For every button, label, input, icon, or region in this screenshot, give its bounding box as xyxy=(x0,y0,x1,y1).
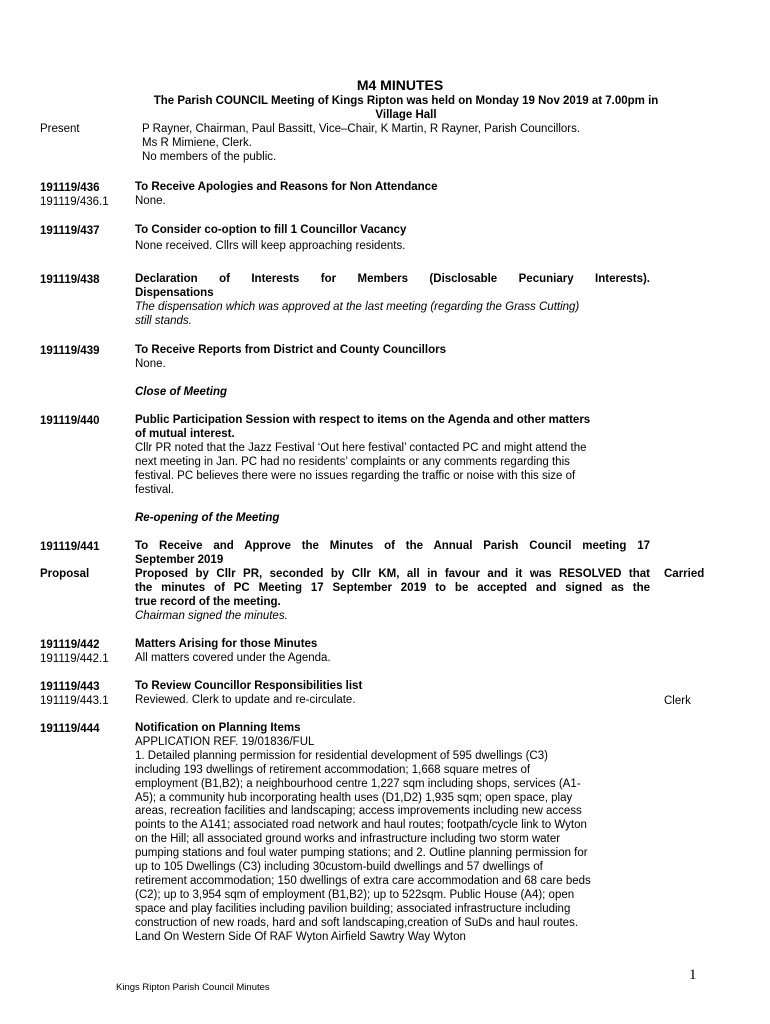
proposal-line-2: the minutes of PC Meeting 17 September 2019 to be accepted and signed as the xyxy=(135,581,650,594)
item-ref-444: 191119/444 xyxy=(40,723,100,735)
item-440 xyxy=(135,414,650,497)
planning-line: (C2); up to 3,954 sqm of employment (B1,B2); up to 522sqm. Public House (A4); open xyxy=(135,888,575,901)
item-body-3: festival. PC believes there were no issues regarding the traffic or noise with this size of xyxy=(135,469,576,482)
page-number: 1 xyxy=(689,967,697,983)
item-heading: Matters Arising for those Minutes xyxy=(135,638,318,650)
item-body-1: Cllr PR noted that the Jazz Festival ‘Out here festival’ contacted PC and might attend the xyxy=(135,441,587,454)
item-heading-cont: September 2019 xyxy=(135,553,224,566)
planning-line: areas, recreation facilities and landscaping; access improvements including new access xyxy=(135,805,582,818)
present-councillors: P Rayner, Chairman, Paul Bassitt, Vice–Chair, K Martin, R Rayner, Parish Councillors. xyxy=(142,123,581,135)
item-heading: To Receive Reports from District and County Councillors xyxy=(135,344,446,356)
item-444 xyxy=(135,722,650,945)
item-heading: To Receive Apologies and Reasons for Non Attendance xyxy=(135,181,438,193)
item-ref-439: 191119/439 xyxy=(40,345,100,357)
planning-line: pumping stations and foul water pumping stations; and 2. Outline planning permission for xyxy=(135,847,588,860)
planning-line: employment (B1,B2); a neighbourhood centre 1,227 sqm including shops, services (A1- xyxy=(135,777,581,790)
item-442 xyxy=(135,638,650,666)
subtitle-line-2: Village Hall xyxy=(375,109,437,121)
action-clerk: Clerk xyxy=(664,695,691,707)
present-list xyxy=(142,122,682,164)
item-heading: To Consider co-option to fill 1 Councillor Vacancy xyxy=(135,224,407,236)
planning-line: up to 105 Dwellings (C3) including 30custom-build dwellings and 57 dwellings of xyxy=(135,861,543,874)
item-ref-442: 191119/442 xyxy=(40,639,100,651)
subtitle-line-1: The Parish COUNCIL Meeting of Kings Ripton was held on Monday 19 Nov 2019 at 7.00pm in xyxy=(153,95,659,107)
item-body-4: festival. xyxy=(135,483,174,496)
planning-line: retirement accommodation; 150 dwellings of extra care accommodation and 68 care beds xyxy=(135,874,591,887)
planning-line: Land On Western Side Of RAF Wyton Airfield Sawtry Way Wyton xyxy=(135,930,466,943)
item-body: None. xyxy=(135,357,166,370)
planning-line: space and play facilities including pavilion building; associated infrastructure including xyxy=(135,902,571,915)
item-heading: Declaration of Interests for Members (Disclosable Pecuniary Interests). xyxy=(135,273,650,285)
present-clerk: Ms R Mimiene, Clerk. xyxy=(142,137,252,149)
item-heading: To Review Councillor Responsibilities list xyxy=(135,680,363,692)
reopening-note: Re-opening of the Meeting xyxy=(135,512,280,524)
item-437 xyxy=(135,224,650,254)
item-body: All matters covered under the Agenda. xyxy=(135,651,331,664)
application-ref: APPLICATION REF. 19/01836/FUL xyxy=(135,735,315,748)
item-heading: To Receive and Approve the Minutes of the Annual Parish Council meeting 17 xyxy=(135,540,650,552)
item-ref-438: 191119/438 xyxy=(40,274,100,286)
planning-line: on the Hill; all associated ground works and infrastructure including two storm water xyxy=(135,833,561,846)
item-body: None. xyxy=(135,194,166,207)
proposal-line-1: Proposed by Cllr PR, seconded by Cllr KM, all in favour and it was RESOLVED that xyxy=(135,567,650,580)
item-subref-442-1: 191119/442.1 xyxy=(40,653,109,665)
item-439 xyxy=(135,344,650,372)
proposal-line-3: true record of the meeting. xyxy=(135,595,281,608)
item-body: The dispensation which was approved at the last meeting (regarding the Grass Cutting) xyxy=(135,300,580,313)
item-ref-437: 191119/437 xyxy=(40,225,100,237)
item-body-2: next meeting in Jan. PC had no residents’ complaints or any comments regarding this xyxy=(135,455,570,468)
planning-line: including 193 dwellings of retirement accommodation; 1,668 square metres of xyxy=(135,763,531,776)
item-subref-443-1: 191119/443.1 xyxy=(40,695,109,707)
planning-description xyxy=(135,750,650,945)
item-ref-443: 191119/443 xyxy=(40,681,100,693)
item-heading: Notification on Planning Items xyxy=(135,722,301,734)
item-438 xyxy=(135,273,650,329)
close-of-meeting-note: Close of Meeting xyxy=(135,386,228,398)
item-body: Reviewed. Clerk to update and re-circulate. xyxy=(135,693,356,706)
present-label: Present xyxy=(40,123,80,135)
item-heading-cont: of mutual interest. xyxy=(135,427,235,440)
item-ref-436: 191119/436 xyxy=(40,182,100,194)
chairman-signed: Chairman signed the minutes. xyxy=(135,609,288,622)
item-body-cont: still stands. xyxy=(135,314,192,327)
item-heading-cont: Dispensations xyxy=(135,286,214,299)
planning-line: A5); a community hub incorporating health uses (D1,D2) 1,935 sqm; open space, play xyxy=(135,791,573,804)
meeting-subtitle xyxy=(118,94,694,122)
item-441 xyxy=(135,540,650,623)
item-subref-436-1: 191119/436.1 xyxy=(40,196,109,208)
item-ref-441: 191119/441 xyxy=(40,541,100,553)
page-title: M4 MINUTES xyxy=(356,77,444,93)
present-public: No members of the public. xyxy=(142,151,277,163)
planning-line: construction of new roads, hard and soft landscaping,creation of SuDs and haul routes. xyxy=(135,916,579,929)
item-443 xyxy=(135,680,650,708)
proposal-label: Proposal xyxy=(40,568,90,580)
item-ref-440: 191119/440 xyxy=(40,415,100,427)
planning-line: 1. Detailed planning permission for residential development of 595 dwellings (C3) xyxy=(135,749,548,762)
item-heading: Public Participation Session with respect to items on the Agenda and other matters xyxy=(135,414,591,426)
item-436 xyxy=(135,181,650,209)
planning-line: points to the A141; associated road network and haul routes; footpath/cycle link to Wyton xyxy=(135,819,587,832)
carried-marker: Carried xyxy=(664,568,705,580)
footer-text: Kings Ripton Parish Council Minutes xyxy=(116,982,270,993)
item-body: None received. Cllrs will keep approaching residents. xyxy=(135,239,406,252)
